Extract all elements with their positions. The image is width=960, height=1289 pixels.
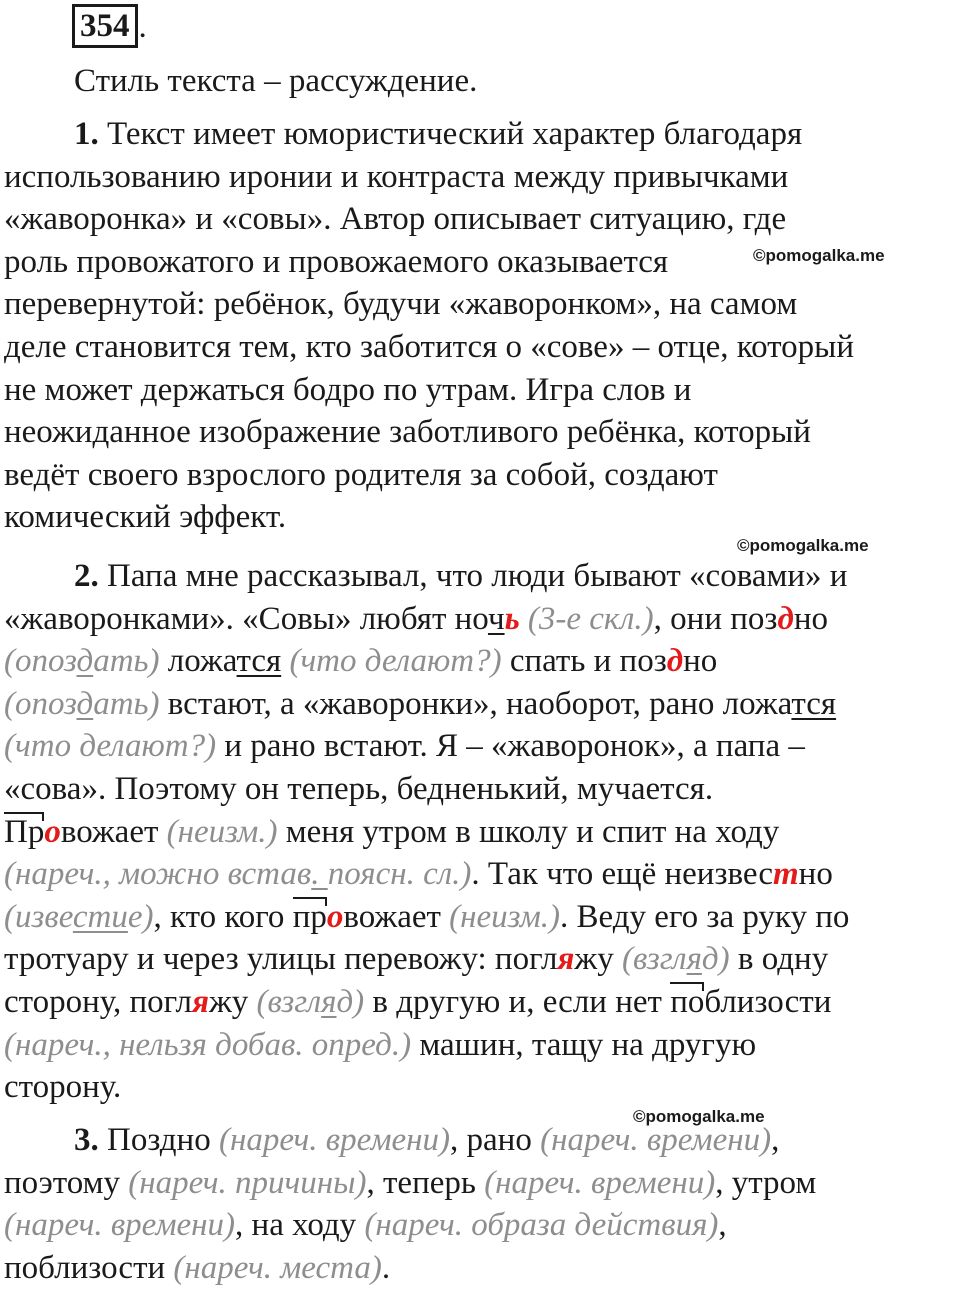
grammar-note: (нареч. причины) [119,1164,367,1201]
p1-line: перевернутой: ребёнок, будучи «жаворонком», на самом [4,286,798,323]
p1-line: не может держаться бодро по утрам. Игра слов и [4,371,692,408]
grammar-note: (неизм.) [158,813,278,850]
grammar-note: (нареч. времени) [531,1122,772,1158]
p3-number: 3. [74,1122,99,1158]
check-word [248,984,364,1020]
p2-text: ложа [159,643,237,680]
p2-text: Папа мне рассказывал, что люди бывают «совами» и [98,558,848,594]
note-part: поясн. сл.) [327,856,472,893]
underlined-letter: . [311,856,328,893]
p3-text: , [718,1207,727,1244]
highlighted-letter: о [44,813,61,850]
grammar-note [4,856,471,892]
grammar-note: (что делают?) [4,728,217,765]
p2-text: . Веду его за руку по [560,898,850,935]
p1-line: ведёт своего взрослого родителя за собой, создают [4,456,718,493]
p2-line [4,598,960,641]
check-word [4,686,160,722]
check-word-part: д) [701,941,730,978]
prefix-mark: Пр [4,811,44,854]
p3-text: поблизости [4,1249,166,1286]
p1-line: «жаворонка» и «совы». Автор описывает ситуацию, где [4,201,787,238]
p2-text: жу [208,983,249,1020]
p3-text: . [381,1249,391,1286]
style-statement [4,60,960,103]
p2-text: но [798,856,833,893]
p2-number: 2. [74,558,99,594]
p2-text: машин, тащу на другую [411,1026,757,1063]
check-word-part: е) [127,898,154,935]
paragraph-2 [4,555,960,1109]
prefix-mark: по [670,981,704,1024]
watermark: ©pomogalka.me [633,1107,765,1126]
task-number-box: 354 [72,4,138,48]
p2-text: меня утром в школу и спит на ходу [277,813,780,850]
grammar-note: (нареч., нельзя добав. опред.) [4,1026,412,1063]
check-word-part: ать) [93,685,160,722]
check-word-part: д) [336,983,365,1020]
paragraph-1 [4,113,960,539]
check-word [4,643,160,679]
grammar-note: (нареч. времени) [475,1164,716,1201]
p2-text: , кто кого [153,898,293,935]
p2-line [4,981,960,1024]
underlined-ending: тся [791,685,837,722]
p2-text: , они поз [653,600,778,637]
p2-text: и рано встают. Я – «жаворонок», а папа – [216,728,805,765]
note-part: (нареч., можно встав [4,856,312,893]
grammar-note: (нареч. образа действия) [356,1207,719,1244]
p2-line [4,896,960,939]
p3-text: , теперь [366,1164,476,1201]
p2-line [4,683,960,726]
p2-text: близости [704,983,832,1020]
p2-text: жу [574,941,614,978]
p3-line [4,1247,960,1289]
grammar-note: (нареч. времени) [210,1122,451,1158]
p2-line [4,853,960,896]
p1-line: роль провожатого и провожаемого оказывается [4,243,669,280]
p3-text: , на ходу [235,1207,357,1244]
watermark: ©pomogalka.me [737,536,869,555]
highlighted-letter: я [557,941,575,978]
p2-line [4,811,960,854]
p1-text: Текст имеет юмористический характер благодаря [98,116,803,152]
grammar-note: (нареч. времени) [4,1207,236,1244]
highlighted-letter: ь [504,600,520,637]
p2-line [4,725,960,768]
p2-line [4,938,960,981]
p2-text: вожает [343,898,441,935]
p3-text: Поздно [98,1122,211,1158]
check-word-part: (опоз [4,643,77,680]
p2-text: встают, а «жаворонки», наоборот, рано ложа [159,685,792,722]
underlined-letter: д [76,685,94,722]
style-line: Стиль текста – рассуждение. [74,63,478,99]
grammar-note: (3-е скл.) [519,600,654,637]
highlighted-letter: о [326,898,344,935]
underlined-letter: ч [487,600,505,637]
check-word-part: (изве [4,898,73,935]
p2-text: вожает [60,813,159,850]
p3-text: , [771,1122,780,1158]
highlighted-letter: т [772,856,799,893]
p1-number: 1. [74,116,99,152]
check-word [614,941,730,977]
check-word [4,899,154,935]
p1-line: комический эффект. [4,499,287,536]
underlined-letter: д [76,643,94,680]
p2-line [4,1024,960,1067]
p3-text: поэтому [4,1164,120,1201]
p3-line [4,1119,960,1162]
prefix-mark: пр [293,896,327,939]
p1-line: неожиданное изображение заботливого ребёнка, который [4,414,811,451]
p2-line [4,555,960,598]
paragraph-3 [4,1119,960,1289]
p2-text: . Так что ещё неизвес [471,856,773,893]
underlined-letter: я [686,941,702,978]
grammar-note: (что делают?) [281,643,502,680]
underlined-letter: я [321,983,337,1020]
p1-line: использованию иронии и контраста между привычками [4,158,789,195]
task-number-dot: . [138,9,147,45]
p2-text: но [683,643,718,680]
task-number [72,4,147,48]
p2-text: тротуару и через улицы перевожу: погл [4,941,558,978]
p2-text: но [793,600,828,637]
underlined-letter: сти [72,898,128,935]
p2-text: «жаворонками». «Совы» любят но [4,600,488,637]
highlighted-letter: д [666,643,684,680]
grammar-note: (нареч. места) [165,1249,382,1286]
p2-text: спать и поз [501,643,667,680]
p2-text: в другую и, если нет [364,983,671,1020]
p3-text: , рано [450,1122,532,1158]
highlighted-letter: д [777,600,794,637]
p1-line: деле становится тем, кто заботится о «сове» – отце, который [4,328,854,365]
grammar-note: (неизм.) [440,898,561,935]
p3-line [4,1162,960,1205]
p3-line [4,1204,960,1247]
p3-text: , утром [715,1164,817,1201]
watermark: ©pomogalka.me [753,246,885,265]
p2-line: сторону. [4,1069,122,1106]
check-word-part: (опоз [4,685,77,722]
p2-text: сторону, погл [4,983,192,1020]
check-word-part: (взгл [248,983,322,1020]
p2-line: «сова». Поэтому он теперь, бедненький, мучается. [4,770,714,807]
check-word-part: ать) [93,643,160,680]
p1-line [4,113,960,156]
highlighted-letter: я [191,983,209,1020]
check-word-part: (взгл [613,941,687,978]
p2-text: в одну [729,941,829,978]
p2-line [4,640,960,683]
underlined-ending: тся [236,643,282,680]
